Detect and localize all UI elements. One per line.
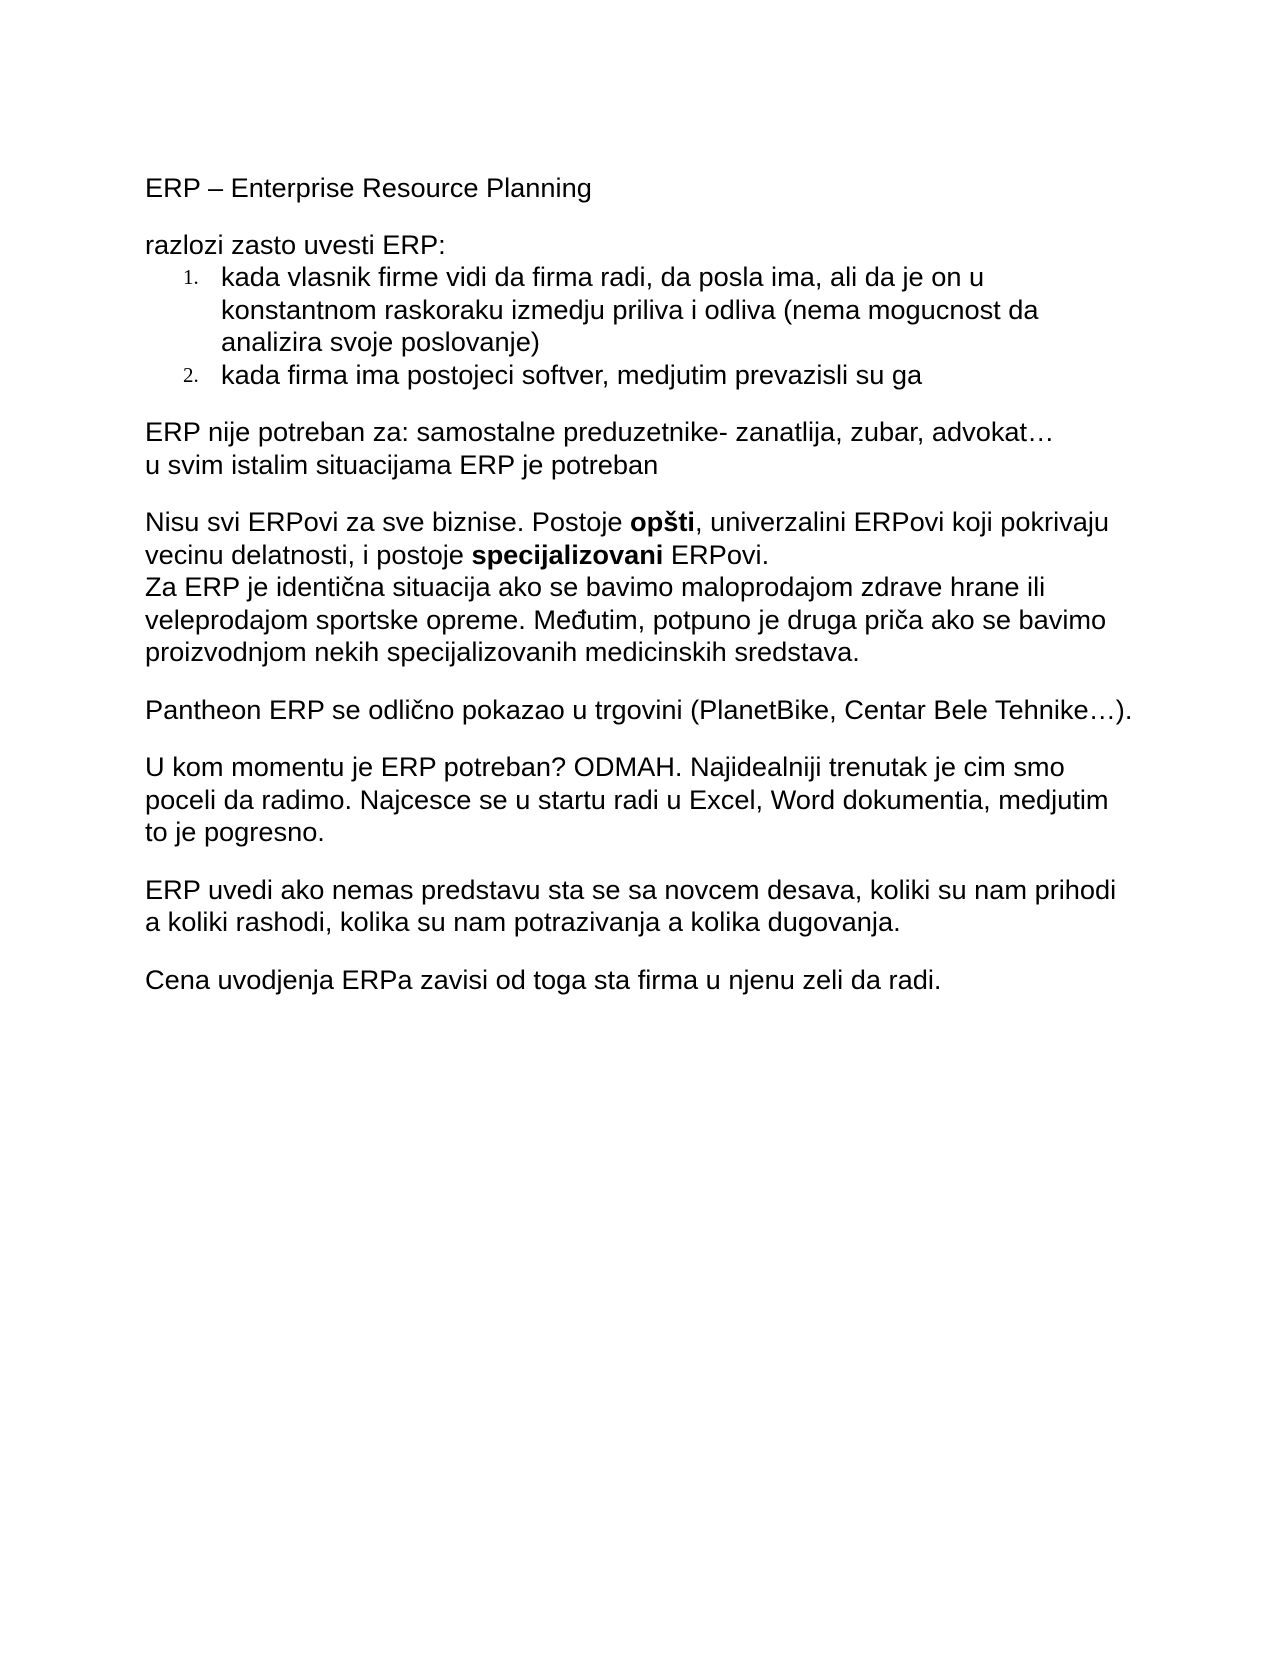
text-run: , univerzalini ERPovi koji pokrivaju vecinu delatnosti, i postoje (145, 506, 1110, 570)
erp-types-line (145, 506, 1135, 571)
not-needed-line: ERP nije potreban za: samostalne preduzetnike- zanatlija, zubar, advokat… (145, 416, 1055, 447)
erp-types-paragraph (145, 506, 1135, 669)
not-needed-paragraph (145, 416, 1135, 481)
when-paragraph: U kom momentu je ERP potreban? ODMAH. Najidealniji trenutak je cim smo poceli da radimo. Najcesce se u startu radi u Excel, Word dokumentia, medjutim to je pogresno. (145, 751, 1109, 847)
bold-term-specialized: specijalizovani (471, 538, 664, 570)
needed-line: u svim istalim situacijama ERP je potreban (145, 448, 659, 480)
reasons-list (145, 261, 1135, 391)
list-item-number: 1. (183, 265, 199, 289)
pantheon-paragraph: Pantheon ERP se odlično pokazao u trgovini (PlanetBike, Centar Bele Tehnike…). (145, 693, 1133, 725)
document-title: ERP – Enterprise Resource Planning (145, 172, 592, 203)
list-item-text: kada firma ima postojeci softver, medjutim prevazisli su ga (221, 358, 923, 390)
list-item-number: 2. (183, 362, 199, 387)
money-paragraph: ERP uvedi ako nemas predstavu sta se sa novcem desava, koliki su nam prihodi a koliki rashodi, kolika su nam potrazivanja a kolika dugovanja. (145, 873, 1117, 937)
list-item-text: kada vlasnik firme vidi da firma radi, da posla ima, ali da je on u konstantnom raskoraku izmedju priliva i odliva (nema mogucnost da analizira svoje poslovanje) (221, 261, 1039, 357)
reasons-intro: razlozi zasto uvesti ERP: (145, 228, 446, 260)
text-run: ERPovi. (663, 538, 770, 570)
bold-term-general: opšti (630, 506, 695, 537)
document-page (145, 172, 1135, 1021)
text-run: Nisu svi ERPovi za sve biznise. Postoje (145, 506, 631, 537)
list-item (145, 261, 1135, 359)
cost-paragraph: Cena uvodjenja ERPa zavisi od toga sta firma u njenu zeli da radi. (145, 963, 942, 995)
erp-situation-line: Za ERP je identična situacija ako se bavimo maloprodajom zdrave hrane ili veleprodajom sportske opreme. Međutim, potpuno je druga priča ako se bavimo proizvodnjom nekih specijalizovanih medicinskih sredstava. (145, 571, 1107, 667)
list-item (145, 359, 1135, 392)
